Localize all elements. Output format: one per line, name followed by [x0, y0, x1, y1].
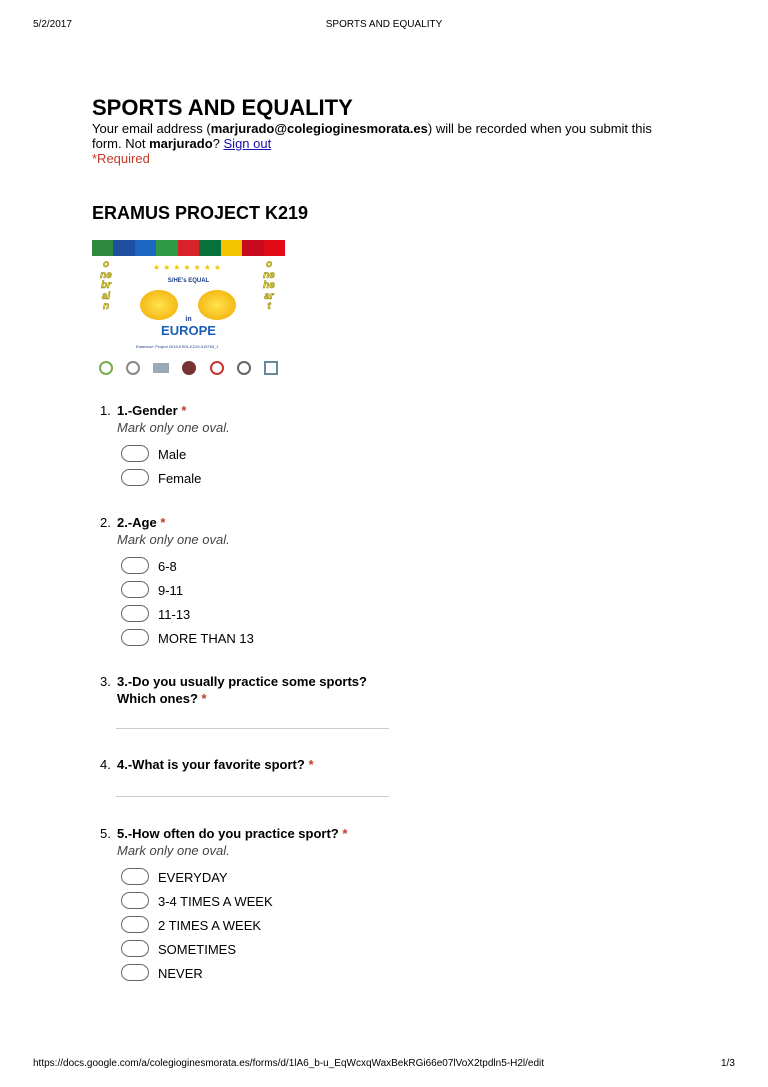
flag-icon: [113, 240, 134, 256]
option-label: Male: [158, 447, 187, 462]
question-hint: Mark only one oval.: [117, 532, 230, 547]
one-brain-text: one brain: [100, 259, 112, 312]
question-label: [117, 402, 377, 419]
radio-oval[interactable]: [121, 581, 149, 598]
school-logos: [92, 358, 285, 378]
username: marjurado: [149, 136, 213, 151]
radio-oval[interactable]: [121, 892, 149, 909]
project-banner-image: [92, 240, 285, 378]
question-label: [117, 825, 377, 842]
flags-strip: [92, 240, 285, 256]
print-date: 5/2/2017: [33, 19, 72, 30]
option-label: MORE THAN 13: [158, 631, 254, 646]
text-answer-field[interactable]: [116, 796, 389, 797]
question-text: 4.-What is your favorite sport?: [117, 757, 305, 772]
option-label: 9-11: [158, 583, 184, 598]
flag-icon: [135, 240, 156, 256]
form-title: SPORTS AND EQUALITY: [92, 95, 353, 120]
question-text: 5.-How often do you practice sport?: [117, 826, 339, 841]
form-intro: [92, 121, 652, 166]
required-asterisk: *: [308, 757, 314, 772]
radio-oval[interactable]: [121, 605, 149, 622]
slogan: S/HE's EQUAL: [167, 278, 210, 284]
stars-icon: ★★★★★★★: [152, 263, 225, 272]
option-label: 2 TIMES A WEEK: [158, 918, 262, 933]
email-address: marjurado@colegioginesmorata.es: [210, 121, 428, 136]
radio-oval[interactable]: [121, 940, 149, 957]
page-number: 1/3: [721, 1058, 735, 1069]
in-text: in: [185, 316, 192, 323]
option-label: NEVER: [158, 966, 203, 981]
flag-icon: [199, 240, 220, 256]
question-text: 2.-Age: [117, 515, 157, 530]
required-note: *Required: [92, 151, 150, 166]
intro-text: ?: [212, 136, 220, 151]
question-number: 4.: [100, 757, 111, 772]
radio-oval[interactable]: [121, 629, 149, 646]
required-asterisk: *: [201, 691, 207, 706]
flag-icon: [156, 240, 177, 256]
question-hint: Mark only one oval.: [117, 843, 230, 858]
question-label: [117, 673, 377, 707]
flag-icon: [264, 240, 285, 256]
flag-icon: [178, 240, 199, 256]
intro-text: Your email address (: [92, 121, 211, 136]
flag-icon: [92, 240, 113, 256]
radio-oval[interactable]: [121, 868, 149, 885]
required-asterisk: *: [181, 403, 187, 418]
question-number: 1.: [100, 403, 111, 418]
question-number: 2.: [100, 515, 111, 530]
intro-text: ) will be recorded when you submit this form. Not: [92, 121, 652, 151]
flag-icon: [221, 240, 242, 256]
radio-oval[interactable]: [121, 916, 149, 933]
required-asterisk: *: [342, 826, 348, 841]
option-label: 11-13: [158, 607, 191, 622]
flag-icon: [242, 240, 263, 256]
sign-out-link[interactable]: Sign out: [223, 136, 272, 151]
text-answer-field[interactable]: [116, 728, 389, 729]
required-asterisk: *: [160, 515, 166, 530]
option-label: 3-4 TIMES A WEEK: [158, 894, 273, 909]
project-code: Erasmus+ Project 2015-ES01-K219-015763_1: [136, 344, 219, 349]
question-label: [117, 514, 377, 531]
option-label: SOMETIMES: [158, 942, 237, 957]
question-text: 1.-Gender: [117, 403, 178, 418]
option-label: EVERYDAY: [158, 870, 228, 885]
europe-text: EUROPE: [161, 323, 216, 338]
print-url: https://docs.google.com/a/colegioginesmorata.es/forms/d/1lA6_b-u_EqWcxqWaxBekRGi66e07lVoX2tpdln5-H2l/edit: [33, 1058, 545, 1069]
section-title: ERAMUS PROJECT K219: [92, 203, 309, 223]
radio-oval[interactable]: [121, 445, 149, 462]
radio-oval[interactable]: [121, 964, 149, 981]
question-hint: Mark only one oval.: [117, 420, 230, 435]
option-label: Female: [158, 471, 202, 486]
question-label: [117, 756, 377, 773]
one-heart-text: one heart: [263, 259, 275, 312]
option-label: 6-8: [158, 559, 177, 574]
question-number: 5.: [100, 826, 111, 841]
question-text: 3.-Do you usually practice some sports? Which ones?: [117, 674, 367, 706]
print-title: SPORTS AND EQUALITY: [325, 19, 443, 30]
radio-oval[interactable]: [121, 557, 149, 574]
question-number: 3.: [100, 674, 111, 689]
radio-oval[interactable]: [121, 469, 149, 486]
